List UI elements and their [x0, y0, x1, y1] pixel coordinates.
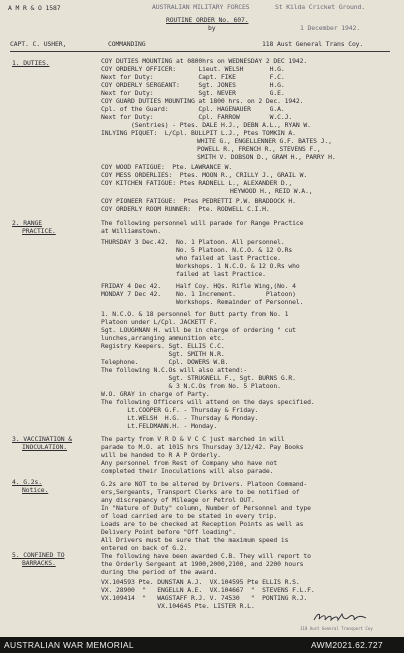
s4-line: entered on back of G.2.: [101, 544, 188, 552]
s2-line: who failed at last Practice.: [101, 254, 281, 262]
s1-line: COY ORDERLY ROOM RUNNER: Pte. RODWELL C.I.H.: [101, 205, 270, 213]
unit-title: AUSTRALIAN MILITARY FORCES: [152, 3, 250, 11]
commanding-label: COMMANDING: [108, 40, 146, 48]
s2-line: The following personnel will parade for Range Practice: [101, 219, 304, 227]
s1-line: COY ORDERLY OFFICER: Lieut. WELSH H.G.: [101, 65, 285, 73]
s4-line: any discrepancy of Mileage or Petrol OUT.: [101, 496, 255, 504]
section-5-title: 5. CONFINED TO: [12, 551, 65, 559]
s5-line: during the period of the award.: [101, 568, 218, 576]
signature-stamp: 118 Aust General Transport Coy: [300, 626, 373, 631]
section-5-subtitle: BARRACKS.: [22, 559, 56, 567]
s1-line: COY DUTIES MOUNTING at 0800hrs on WEDNESDAY 2 DEC 1942.: [101, 57, 308, 65]
s1-line: COY ORDERLY SERGEANT: Sgt. JONES H.G.: [101, 81, 285, 89]
officer-name: CAPT. C. USHER,: [10, 40, 67, 48]
s2-line: Registry Keepers. Sgt. ELLIS C.C.: [101, 342, 225, 350]
s1-line: COY PIONEER FATIGUE: Ptes PEDRETTI P.W. BRADDOCK H.: [101, 197, 296, 205]
s2-line: Platoon under L/Cpl. JACKETT F.: [101, 318, 218, 326]
s1-line: WHITE G., ENGELLENNER G.F. BATES J.,: [197, 137, 332, 145]
location: St Kilda Cricket Ground.: [275, 3, 365, 11]
section-3-subtitle: INOCULATION.: [22, 443, 67, 451]
section-4-title: 4. G.2s.: [12, 478, 42, 486]
section-1-title: 1. DUTIES.: [12, 59, 50, 67]
s2-line: Lt.FELDMANN.H. - Monday.: [101, 422, 218, 430]
s2-line: Sgt. SMITH N.R.: [101, 350, 225, 358]
s2-line: & 3 N.C.Os from No. 5 Platoon.: [101, 382, 281, 390]
s4-line: Loads are to be checked at Reception Points as well as: [101, 520, 304, 528]
s2-line: failed at last Practice.: [101, 270, 266, 278]
s4-line: of load carried are to be stated in every trip.: [101, 512, 278, 520]
handwritten-signature: [312, 611, 368, 623]
s2-line: No. 5 Platoon. N.C.O. & 12 O.Rs: [101, 246, 293, 254]
s2-line: Lt.COOPER G.F. - Thursday & Friday.: [101, 406, 259, 414]
institution-label: AUSTRALIAN WAR MEMORIAL: [4, 640, 134, 650]
s2-line: Telephone. Cpl. DOWERS W.B.: [101, 358, 229, 366]
order-title: ROUTINE ORDER No. 607.: [166, 16, 249, 24]
s2-line: Lt.WELSH H.G. - Thursday & Monday.: [101, 414, 259, 422]
order-date: 1 December 1942.: [300, 24, 360, 32]
s5-line: VX.104593 Pte. DUNSTAN A.J. VX.104595 Pte ELLIS R.S.: [101, 578, 300, 586]
s2-line: Sgt. STRUGNELL F., Sgt. BURNS G.R.: [101, 374, 296, 382]
section-2-subtitle: PRACTICE.: [22, 227, 56, 235]
s2-line: The following Officers will attend on the days specified.: [101, 398, 315, 406]
s1-line: Next for Duty: Sgt. NEVER G.E.: [101, 89, 285, 97]
s4-line: ers,Sergeants, Transport Clerks are to be notified of: [101, 488, 300, 496]
s1-line: INLYING PIQUET: L/Cpl. BULLPIT L.J., Ptes TOMKIN A.: [101, 129, 296, 137]
s2-line: MONDAY 7 Dec 42. No. 1 Increment. Platoon): [101, 290, 296, 298]
file-reference: A M R & O 1587: [8, 4, 61, 12]
s5-line: VX.109414 " WAGSTAFF R.J. V. 74530 " PONTING R.J.: [101, 594, 308, 602]
s3-line: Any personnel from Rest of Company who have not: [101, 459, 278, 467]
s3-line: The party from V R D & V C C just marched in will: [101, 435, 285, 443]
s1-line: POWELL R., FRENCH R., STEVENS F.,: [197, 145, 321, 153]
s2-line: W.O. GRAY in charge of Party.: [101, 390, 210, 398]
s4-line: Delivery Point before "Off loading".: [101, 528, 236, 536]
s1-line: COY WOOD FATIGUE: Pte. LAWRANCE W.: [101, 163, 233, 171]
s3-line: completed their Inoculations will also parade.: [101, 467, 274, 475]
s5-line: the Orderly Sergeant at 1900,2000,2100, and 2200 hours: [101, 560, 304, 568]
s5-line: The following have been awarded C.B. They will report to: [101, 552, 311, 560]
s2-line: Workshops. Remainder of Personnel.: [101, 298, 304, 306]
s1-line: Next for Duty: Cpl. FARROW W.C.J.: [101, 113, 293, 121]
s2-line: The following N.C.Os will also attend:-: [101, 366, 248, 374]
section-3-title: 3. VACCINATION &: [12, 435, 72, 443]
s2-line: THURSDAY 3 Dec.42. No. 1 Platoon. All personnel.: [101, 238, 285, 246]
s2-line: at Williamstown.: [101, 227, 161, 235]
s5-line: VX. 28900 " ENGELLN A.E. VX.104667 " STEVENS F.L.F.: [101, 586, 315, 594]
s1-line: COY KITCHEN FATIGUE: Ptes RADNELL L., ALEXANDER D.,: [101, 179, 293, 187]
section-4-subtitle: Notice.: [22, 486, 49, 494]
s3-line: parade to M.O. at 1015 hrs Thursday 3/12/42. Pay Books: [101, 443, 304, 451]
s2-line: lunches,arranging ammunition etc.: [101, 334, 225, 342]
s1-line: SMITH V. DOBSON D., GRAM H., PARRY H.: [197, 153, 336, 161]
s2-line: Workshops. 1 N.C.O. & 12 O.Rs who: [101, 262, 300, 270]
s2-line: FRIDAY 4 Dec 42. Half Coy. HQs. Rifle Wing,(No. 4: [101, 282, 296, 290]
unit-name: 118 Aust General Trans Coy.: [262, 40, 364, 48]
s2-line: Sgt. LOUGHNAN H. will be in charge of ordering " cut: [101, 326, 296, 334]
catalogue-id: AWM2021.62.727: [311, 640, 383, 650]
s2-line: 1. N.C.O. & 18 personnel for Butt party from No. 1: [101, 310, 289, 318]
s4-line: G.2s are NOT to be altered by Drivers. Platoon Command-: [101, 480, 308, 488]
archive-footer: [0, 637, 404, 653]
section-2-title: 2. RANGE: [12, 219, 42, 227]
s3-line: will be handed to R A P Orderly.: [101, 451, 221, 459]
s1-line: COY MESS ORDERLIES: Ptes. MOON R., CRILLY J., GRAIL W.: [101, 171, 308, 179]
order-by: by: [208, 24, 216, 32]
s1-line: Next for Duty: Capt. FIKE F.C.: [101, 73, 285, 81]
s1-line: Cpl. of the Guard: Cpl. HAGENAUER G.A.: [101, 105, 285, 113]
s1-line: (Sentries) - Ptes. DALE H.J., DEBN A.L., RYAN W.: [131, 121, 311, 129]
s4-line: All Drivers must be sure that the maximum speed is: [101, 536, 289, 544]
s4-line: In "Nature of Duty" column, Number of Personnel and type: [101, 504, 311, 512]
s5-line: VX.104645 Pte. LISTER R.L.: [101, 602, 255, 610]
s1-line: COY GUARD DUTIES MOUNTING at 1800 hrs. on 2 Dec. 1942.: [101, 97, 304, 105]
s1-line: HEYWOOD H., REID W.A.,: [230, 187, 313, 195]
header-rule: [10, 51, 390, 52]
